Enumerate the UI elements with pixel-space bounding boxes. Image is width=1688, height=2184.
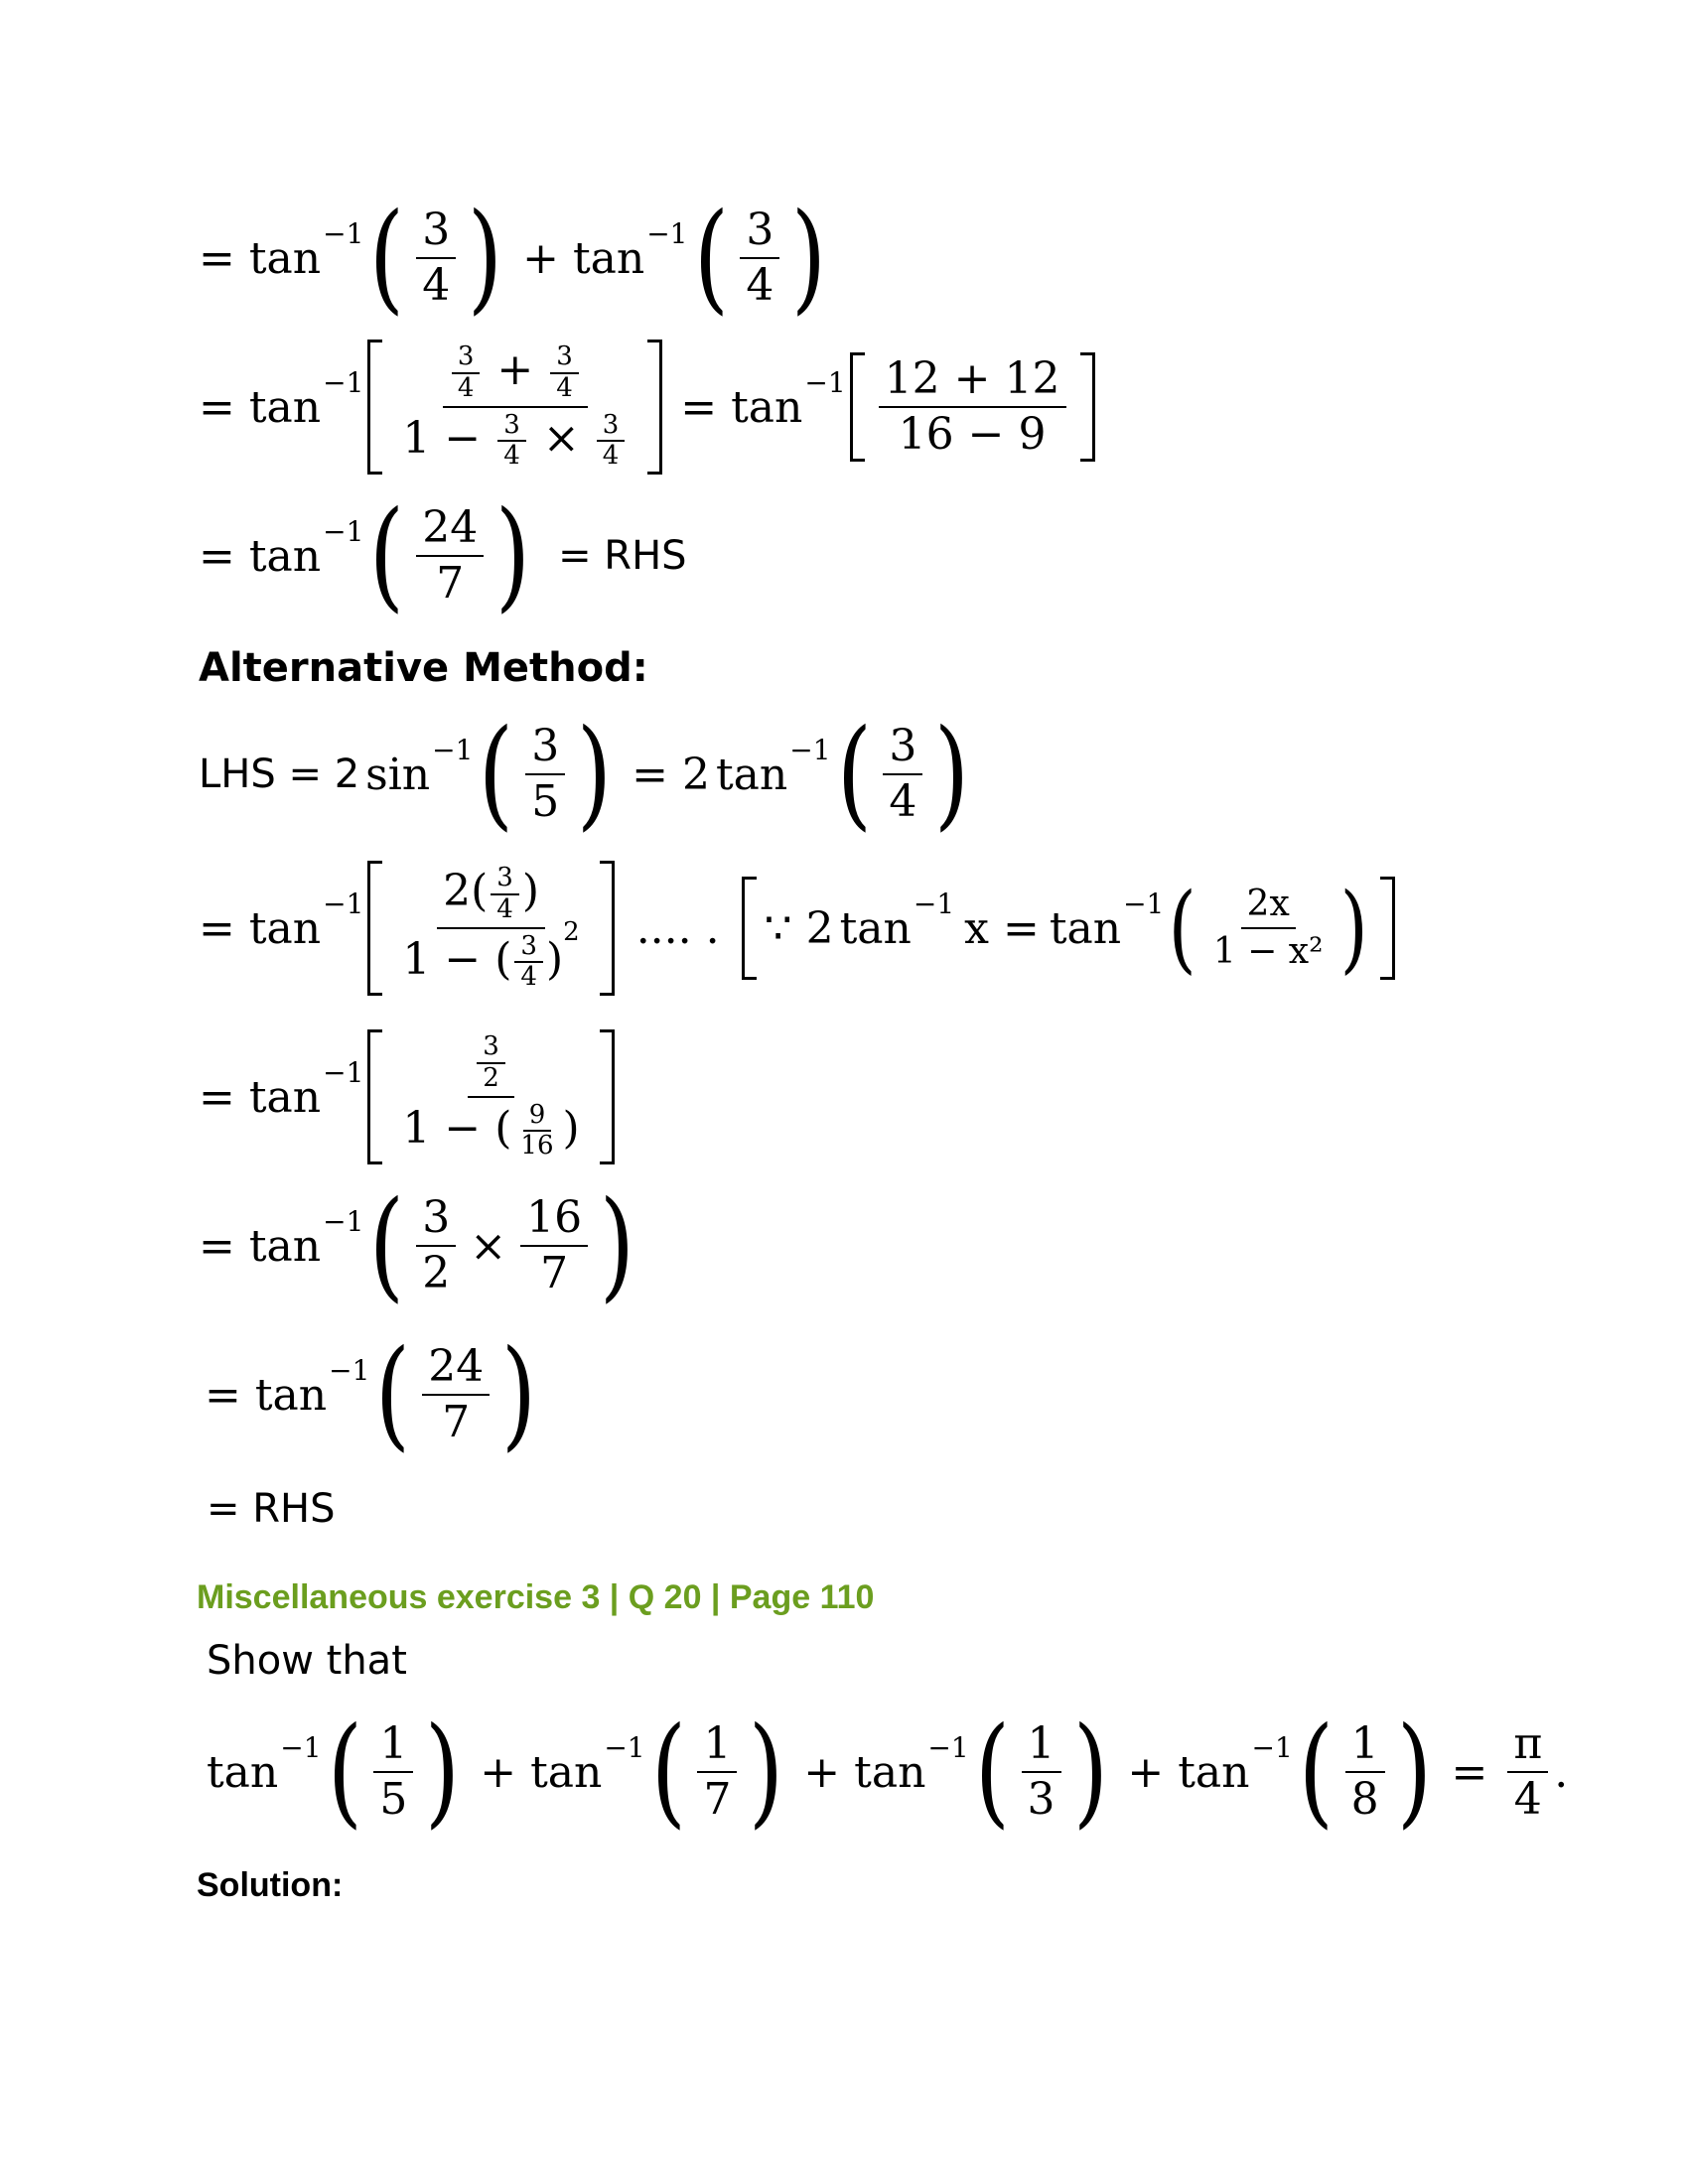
equation-line-5 [199,854,1399,1003]
tan-inverse: tan $^{-1}$ [248,514,364,582]
equation-line-9 [207,1484,336,1534]
tan-inverse: tan $^{-1}$ [1178,1730,1293,1798]
rhs-label: = RHS [558,533,687,579]
equation-line-8 [205,1325,542,1463]
fraction: $\frac{3}{2}$ [416,1195,456,1297]
because-symbol: ∵ 2 [764,902,834,954]
tan-inverse: tan $^{-1}$ [248,1055,364,1123]
equation-line-1 [199,189,832,327]
solution-label: Solution: [197,1866,344,1904]
fraction: $\frac{1}{8}$ [1345,1721,1385,1823]
pi-over-four: $\frac{\pi}{4}$ [1507,1721,1548,1823]
square-bracket-group [367,340,662,474]
compound-fraction: $\frac{3}{4}$ + $\frac{3}{4}$ 1 − $\frac{3}{4}$ × $\frac{3}{4}$ [396,343,633,470]
problem-equation [207,1703,1569,1841]
tan-inverse: tan $^{-1}$ [248,365,364,433]
equals-sign: = [199,232,235,284]
fraction: $\frac{1}{5}$ [373,1721,413,1823]
paren-group: ( $\frac{1}{5}$ ) [327,1703,461,1841]
identity-bracket: ∵ 2 tan $^{-1}$ x = tan $^{-1}$ ( $\frac{2x}{\text{1 − x²}}$ ) [742,877,1395,980]
equals-sign: = [680,381,718,433]
ellipsis: .... . [635,902,720,954]
lhs-label: LHS = 2 [199,751,360,797]
sin-inverse: sin $^{-1}$ [365,733,474,800]
fraction: $\frac{1}{3}$ [1022,1721,1061,1823]
paren-group: ( $\frac{24}{7}$ ) [369,486,531,624]
tan-inverse: tan $^{-1}$ [254,1353,370,1421]
tan-inverse: tan $^{-1}$ [572,216,688,284]
equals-sign: = [205,1369,241,1421]
fraction: $\frac{16}{7}$ [520,1195,588,1297]
tan-inverse: tan $^{-1}$ [248,216,364,284]
fraction: $\frac{3}{5}$ [525,724,565,825]
equation-line-2 [199,338,1099,477]
fraction: $\frac{3}{4}$ [740,207,779,309]
fraction: $\frac{3}{4}$ [883,724,922,825]
paren-group: ( $\frac{1}{8}$ ) [1298,1703,1432,1841]
fraction: $\frac{12 + 12}{16 - 9}$ [879,356,1066,458]
paren-group: ( $\frac{3}{2}$ × $\frac{16}{7}$ ) [369,1176,635,1314]
compound-fraction: $\frac{3}{2}$ 1 − ( $\frac{9}{16}$ ) [402,1031,580,1161]
fraction: $\frac{24}{7}$ [422,1344,490,1445]
paren-group: ( $\frac{1}{3}$ ) [974,1703,1108,1841]
plus-sign: + [1127,1746,1165,1798]
show-that-label: Show that [207,1638,407,1684]
fraction: $\frac{3}{4}$ [416,207,456,309]
square-bracket-group [367,1029,614,1163]
coefficient: 2 [681,749,710,800]
alternative-method-heading: Alternative Method: [199,645,648,691]
plus-sign: + [480,1746,517,1798]
plus-sign: + [803,1746,841,1798]
square-bracket-group [367,861,614,995]
fraction: $\frac{1}{7}$ [697,1721,737,1823]
tan-inverse: tan $^{-1}$ [248,1204,364,1272]
equals-sign: = [632,749,668,800]
fraction: $\frac{2x}{\text{1 − x²}}$ [1212,884,1324,972]
tan-inverse: tan $^{-1}$ [530,1730,645,1798]
equals-sign: = [199,1220,235,1272]
paren-group: ( $\frac{1}{7}$ ) [650,1703,784,1841]
tan-inverse: tan $^{-1}$ [715,733,831,800]
paren-group: ( $\frac{3}{4}$ ) [836,705,970,843]
tan-inverse: tan $^{-1}$ [248,887,364,954]
equals-sign: = [199,902,235,954]
tan-inverse: tan $^{-1}$ [731,365,846,433]
tan-inverse: tan $^{-1}$ [854,1730,969,1798]
compound-fraction: 2( $\frac{3}{4}$ ) 1 − ( $\frac{3}{4}$ )$^2$ [402,863,580,993]
plus-sign: + [522,232,559,284]
equals-sign: = [199,530,235,582]
equation-line-3 [199,486,687,624]
paren-group: ( $\frac{3}{4}$ ) [369,189,503,327]
paren-group: ( $\frac{24}{7}$ ) [375,1325,537,1463]
equation-line-7 [199,1176,640,1314]
equation-line-4 [199,705,975,843]
fraction: $\frac{24}{7}$ [416,505,484,607]
paren-group: ( $\frac{3}{5}$ ) [479,705,613,843]
rhs-label: = RHS [207,1486,336,1532]
equals-sign: = [199,381,235,433]
equation-line-6 [199,1023,619,1171]
tan-inverse: tan $^{-1}$ [207,1730,322,1798]
square-bracket-group [850,352,1095,462]
exercise-reference-link[interactable]: Miscellaneous exercise 3 | Q 20 | Page 110 [197,1578,875,1616]
equals-sign: = [1451,1746,1488,1798]
equals-sign: = [199,1071,235,1123]
period: . [1554,1746,1569,1798]
paren-group: ( $\frac{3}{4}$ ) [693,189,827,327]
